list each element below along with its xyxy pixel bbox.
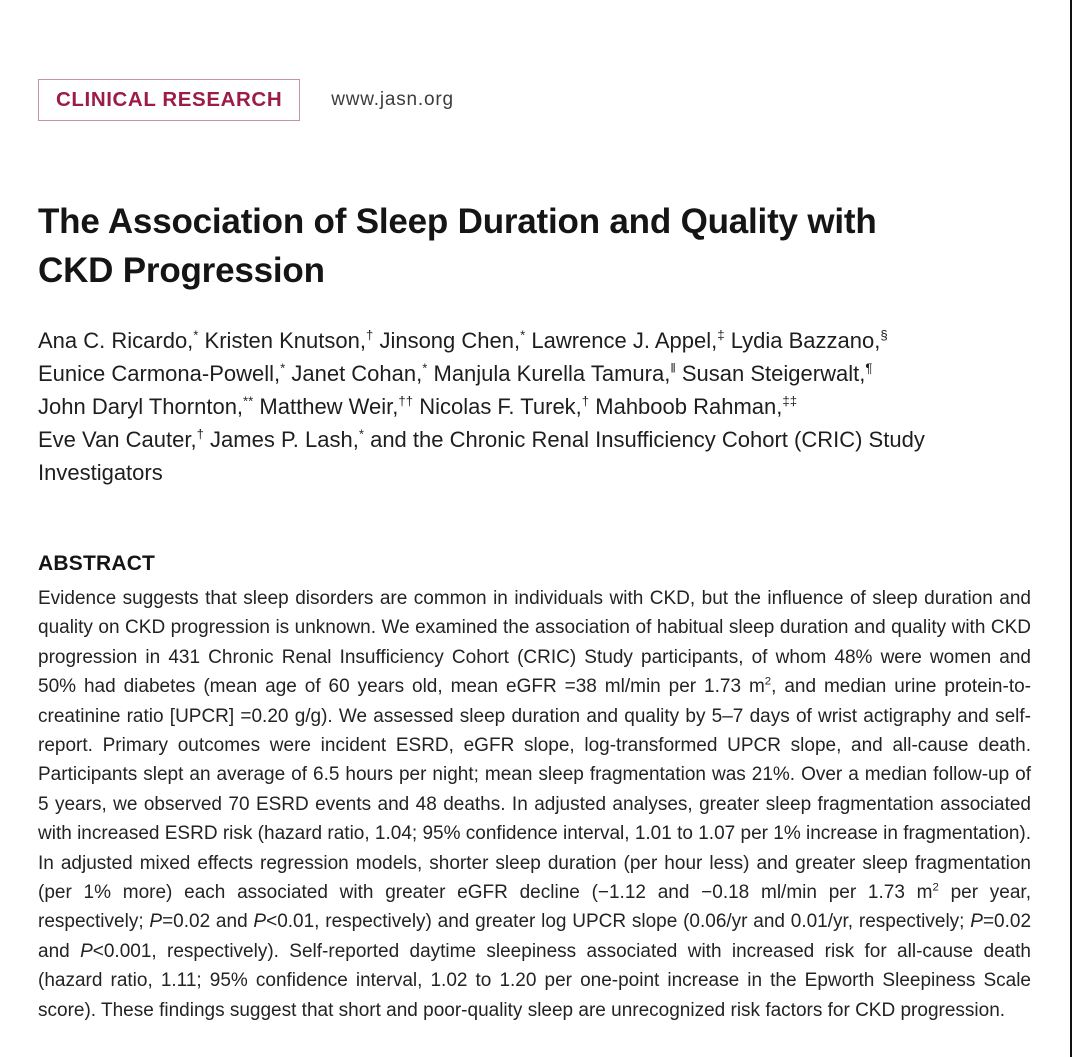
article-title-line-2: CKD Progression	[38, 251, 325, 290]
header	[38, 79, 1031, 121]
abstract-heading: ABSTRACT	[38, 552, 156, 575]
author-line: Eve Van Cauter,† James P. Lash,* and the Chronic Renal Insufficiency Cohort (CRIC) Study	[38, 426, 925, 452]
article-title-line-1: The Association of Sleep Duration and Quality with	[38, 202, 877, 241]
journal-url-link[interactable]: www.jasn.org	[331, 89, 454, 110]
author-line: John Daryl Thornton,** Matthew Weir,†† Nicolas F. Turek,† Mahboob Rahman,‡‡	[38, 393, 798, 419]
author-list	[38, 324, 1031, 489]
author-line: Eunice Carmona-Powell,* Janet Cohan,* Manjula Kurella Tamura,‖ Susan Steigerwalt,¶	[38, 360, 873, 386]
author-line: Ana C. Ricardo,* Kristen Knutson,† Jinsong Chen,* Lawrence J. Appel,‡ Lydia Bazzano,§	[38, 327, 888, 353]
article-title	[38, 197, 1031, 295]
article-type-badge: CLINICAL RESEARCH	[38, 79, 300, 121]
author-line: Investigators	[38, 460, 163, 485]
abstract-text: Evidence suggests that sleep disorders are common in individuals with CKD, but the influence of sleep duration and quality on CKD progression is unknown. We examined the association of habitual sleep duration and quality with CKD progression in 431 Chronic Renal Insufficiency Cohort (CRIC) Study participants, of whom 48% were women and 50% had diabetes (mean age of 60 years old, mean eGFR =38 ml/min per 1.73 $m^2$, and median urine protein-to-creatinine ratio [UPCR] =0.20 g/g). We assessed sleep duration and quality by 5–7 days of wrist actigraphy and self-report. Primary outcomes were incident ESRD, eGFR slope, log-transformed UPCR slope, and all-cause death. Participants slept an average of 6.5 hours per night; mean sleep fragmentation was 21%. Over a median follow-up of 5 years, we observed 70 ESRD events and 48 deaths. In adjusted analyses, greater sleep fragmentation associated with increased ESRD risk (hazard ratio, 1.04; 95% confidence interval, 1.01 to 1.07 per 1% increase in fragmentation). In adjusted mixed effects regression models, shorter sleep duration (per hour less) and greater sleep fragmentation (per 1% more) each associated with greater eGFR decline (−1.12 and −0.18 ml/min per 1.73 $m^2$ per year, respectively; P=0.02 and P<0.01, respectively) and greater log UPCR slope (0.06/yr and 0.01/yr, respectively; P=0.02 and P<0.001, respectively). Self-reported daytime sleepiness associated with increased risk for all-cause death (hazard ratio, 1.11; 95% confidence interval, 1.02 to 1.20 per one-point increase in the Epworth Sleepiness Scale score). These findings suggest that short and poor-quality sleep are unrecognized risk factors for CKD progression.	[38, 588, 1032, 1021]
